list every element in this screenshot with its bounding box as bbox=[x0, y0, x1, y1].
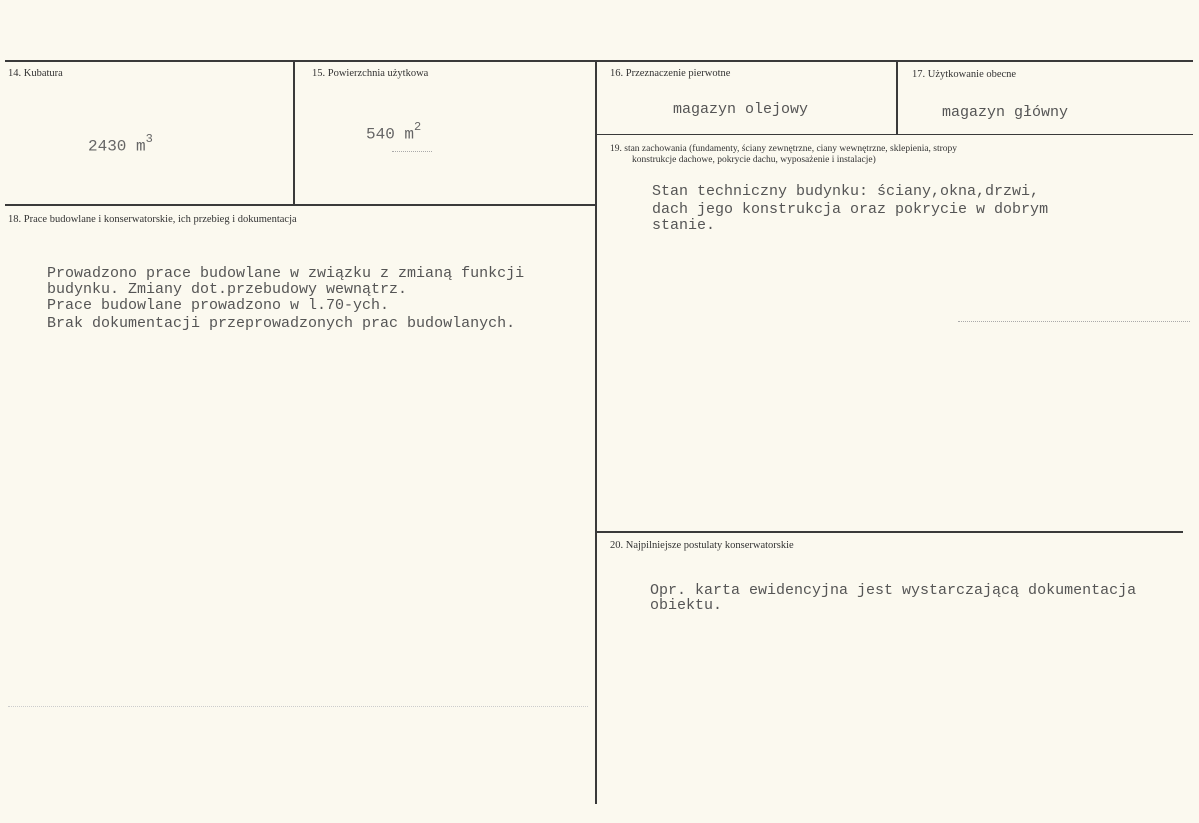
field-19-faint-rule bbox=[958, 321, 1190, 322]
field-19-line-3: stanie. bbox=[652, 217, 716, 234]
top-rule bbox=[5, 60, 1193, 62]
field-14-label: 14. Kubatura bbox=[8, 68, 63, 79]
field-16-value: magazyn olejowy bbox=[673, 101, 809, 118]
field-14-value-text: 2430 m bbox=[88, 137, 146, 156]
field-15-dotted-line bbox=[392, 151, 432, 152]
field-20-line-2: obiektu. bbox=[650, 597, 723, 614]
field-20-label: 20. Najpilniejsze postulaty konserwatorskie bbox=[610, 540, 794, 551]
rule-under-16-17 bbox=[597, 134, 1193, 135]
field-15-unit-exponent: 2 bbox=[414, 120, 422, 134]
field-18-line-4: Brak dokumentacji przeprowadzonych prac budowlanych. bbox=[47, 315, 516, 332]
field-18-line-1: Prowadzono prace budowlane w związku z zmianą funkcji bbox=[47, 265, 525, 282]
field-18-faint-rule bbox=[8, 706, 588, 707]
field-19-line-2: dach jego konstrukcja oraz pokrycie w dobrym bbox=[652, 201, 1049, 218]
field-15-value-text: 540 m bbox=[366, 125, 415, 144]
rule-above-20 bbox=[597, 531, 1183, 533]
divider-16-17 bbox=[896, 61, 898, 135]
field-18-label: 18. Prace budowlane i konserwatorskie, ich przebieg i dokumentacja bbox=[8, 214, 297, 225]
divider-14-15 bbox=[293, 61, 295, 204]
field-19-line-1: Stan techniczny budynku: ściany,okna,drzwi, bbox=[652, 183, 1040, 200]
rule-under-14-15 bbox=[5, 204, 595, 206]
divider-left-right bbox=[595, 61, 597, 804]
field-14-unit-exponent: 3 bbox=[145, 132, 153, 146]
field-16-label: 16. Przeznaczenie pierwotne bbox=[610, 68, 731, 79]
field-19-label-line-2: konstrukcje dachowe, pokrycie dachu, wyposażenie i instalacje) bbox=[632, 155, 876, 165]
field-17-value: magazyn główny bbox=[942, 104, 1069, 121]
field-18-line-3: Prace budowlane prowadzono w l.70-ych. bbox=[47, 297, 390, 314]
field-15-value bbox=[366, 121, 421, 142]
field-14-value bbox=[88, 133, 153, 154]
field-19-label-line-1: 19. stan zachowania (fundamenty, ściany zewnętrzne, ciany wewnętrzne, sklepienia, stropy bbox=[610, 144, 958, 154]
field-20-line-1: Opr. karta ewidencyjna jest wystarczającą dokumentacja bbox=[650, 583, 1137, 599]
field-15-label: 15. Powierzchnia użytkowa bbox=[312, 68, 429, 79]
field-18-line-2: budynku. Zmiany dot.przebudowy wewnątrz. bbox=[47, 281, 408, 298]
field-17-label: 17. Użytkowanie obecne bbox=[912, 69, 1017, 80]
